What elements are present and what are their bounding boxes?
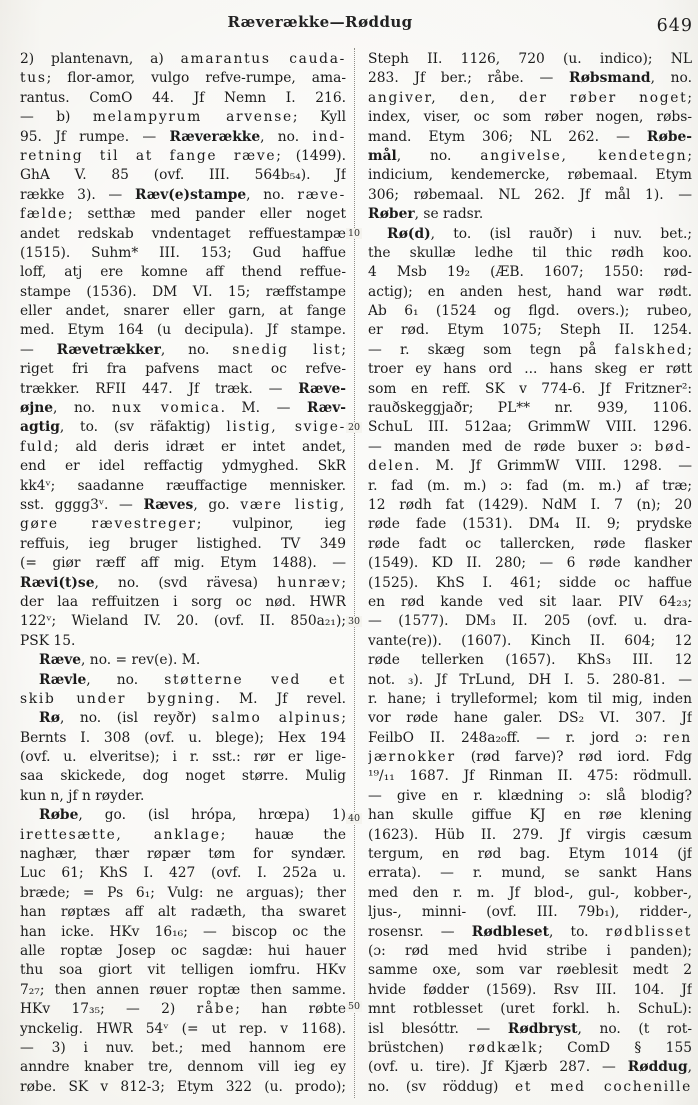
headword-bold-text: Rødbleset: [471, 923, 549, 940]
text-line: [368, 535, 692, 554]
body-text: hvide fødder (1569). Rsv III. 104. Jf: [368, 981, 692, 998]
text-line: [20, 166, 346, 185]
body-text: vor røde hane galer. DS₂ VI. 307. Jf: [368, 710, 692, 727]
body-text: Luc 61; KhS I. 427 (ovf. I. 252a u.: [20, 865, 346, 882]
body-text: anndre knaber tre, dennom vill ieg ey: [20, 1059, 346, 1076]
text-line: [368, 69, 692, 88]
headword-bold-text: Røbsmand: [569, 70, 651, 87]
body-text: ; ComD § 155: [538, 1039, 692, 1056]
text-line: [368, 1058, 692, 1077]
body-text: ; flor-amor, vulgo refve-rumpe, ama-: [46, 70, 346, 87]
text-line: [20, 1039, 346, 1058]
gutter-line-number: 10: [347, 228, 361, 239]
text-line: [20, 942, 346, 961]
text-line: [20, 884, 346, 903]
body-text: Bernts I. 308 (ovf. u. blege); Hex 194: [20, 729, 346, 746]
body-text: jærnokker: [368, 749, 456, 766]
body-text: alle roptæ Josep oc sagdæ: hui hauer: [20, 942, 346, 959]
headword-bold-text: Ræve-: [298, 380, 346, 397]
body-text: ; han røbte: [235, 1001, 346, 1018]
text-line: [368, 729, 692, 748]
body-text: , no. (isl reyðr): [59, 710, 212, 727]
text-line: [368, 438, 692, 457]
text-line: [368, 748, 692, 767]
body-text: actig); en anden hest, hand war rødt.: [368, 283, 692, 300]
text-line: [368, 263, 692, 282]
text-line: [368, 923, 692, 942]
body-text: ; ald deris idræt er intet andet,: [54, 438, 346, 455]
text-line: [368, 1020, 692, 1039]
body-text: (1549). KD II. 280; — 6 røde kandher: [368, 555, 692, 572]
body-text: ind-: [312, 128, 346, 145]
body-text: han røptæs aff alt radæth, tha swaret: [20, 904, 346, 921]
text-line: [368, 554, 692, 573]
body-text: der laa reffuitzen i sorg oc nød. HWR: [20, 593, 346, 610]
text-line: [20, 903, 346, 922]
text-line: [368, 690, 692, 709]
headword-bold-text: Røbe-: [646, 128, 692, 145]
body-text: som en reff. SK v 774-6. Jf Fritzner²:: [368, 380, 692, 397]
running-title: Ræverække—Røddug: [227, 13, 413, 31]
gutter-line-number: 20: [347, 422, 361, 433]
headword-bold-text: Ræverække: [169, 128, 261, 145]
text-line: [368, 477, 692, 496]
text-line: [368, 341, 692, 360]
body-text: række 3). —: [20, 186, 135, 203]
body-text: , to. (isl rauðr) i nuv. bet.;: [430, 225, 692, 242]
text-line: [20, 1000, 346, 1019]
text-line: [20, 438, 346, 457]
body-text: stampe (1536). DM VI. 15; ræffstampe: [20, 283, 346, 300]
body-text: eller andet, snarer eller garn, at fange: [20, 303, 346, 320]
headword-bold-text: Røbe: [39, 807, 79, 824]
body-text: (1525). KhS I. 461; sidde oc haffue: [368, 574, 692, 591]
body-text: 283. Jf ber.; råbe. —: [368, 70, 569, 87]
text-line: [368, 884, 692, 903]
body-text: hunræv: [277, 574, 342, 591]
body-text: (rød farve)? rød iord. Fdg: [455, 749, 692, 766]
body-text: et med cochenille: [515, 1078, 692, 1095]
gutter-line-number: 50: [347, 1001, 361, 1012]
body-text: Ab 6₁ (1524 og flgd. overs.); rubeo,: [368, 303, 692, 320]
text-line: [20, 690, 346, 709]
text-line: [368, 283, 692, 302]
text-line: [368, 612, 692, 631]
body-text: rantus. ComO 44. Jf Nemn I. 216.: [20, 89, 346, 106]
body-text: errata). — r. mund, se sankt Hans: [368, 865, 692, 882]
text-line: [20, 128, 346, 147]
body-text: ;: [687, 89, 692, 106]
text-line: [368, 806, 692, 825]
body-text: (ɔ: rød med hvid stribe i panden);: [368, 942, 692, 959]
text-line: [20, 593, 346, 612]
body-text: , se radsr.: [414, 206, 484, 223]
body-text: ;: [687, 341, 692, 358]
text-line: [368, 302, 692, 321]
text-line: [368, 903, 692, 922]
body-text: (1515). Suhm* III. 153; Gud haffue: [20, 244, 346, 261]
body-text: , no. (svd rävesa): [94, 574, 278, 591]
text-line: [368, 671, 692, 690]
body-text: — give en r. klædning ɔ: slå blodig?: [368, 787, 692, 804]
text-line: [368, 787, 692, 806]
text-line: [368, 1000, 692, 1019]
text-line: [20, 225, 346, 244]
text-line: [20, 981, 346, 1000]
body-text: ;: [687, 147, 692, 164]
body-text: en rød kande ved sit laar. PIV 64₂₃;: [368, 593, 692, 610]
gutter-line-number: 30: [347, 616, 361, 627]
text-line: [368, 574, 692, 593]
text-line: [20, 69, 346, 88]
body-text: ljus-, minni- (ovf. III. 79b₁), ridder-,: [368, 904, 692, 921]
body-text: falskhed: [614, 341, 688, 358]
text-line: [368, 1078, 692, 1097]
body-text: ; (1499).: [276, 147, 346, 164]
body-text: rauðskeggjaðr; PL** nr. 939, 1106.: [368, 400, 692, 417]
body-text: angiver, den, der røber noget: [368, 89, 688, 106]
body-text: han skulle giffue KJ en røe klening: [368, 807, 692, 824]
body-text: røde tellerken (1657). KhS₃ III. 12: [368, 652, 692, 669]
body-text: ;: [341, 341, 346, 358]
body-text: GhA V. 85 (ovf. III. 564b₅₄). Jf: [20, 167, 346, 184]
text-line: [20, 418, 346, 437]
text-line: [368, 399, 692, 418]
text-line: [368, 767, 692, 786]
text-line: [20, 283, 346, 302]
text-line: [368, 845, 692, 864]
text-line: [368, 942, 692, 961]
body-text: bød-: [654, 438, 692, 455]
body-text: listig, svige-: [226, 419, 346, 436]
body-text: retning til at fange ræve: [20, 147, 277, 164]
body-text: index, viser, oc som røber nogen, røbs-: [368, 109, 692, 126]
text-line: [20, 671, 346, 690]
body-text: riget fri fra pafvens mact oc refve-: [20, 361, 346, 378]
text-line: [20, 961, 346, 980]
body-text: delen: [368, 458, 415, 475]
gutter-line-number: 40: [347, 813, 361, 824]
text-line: [20, 399, 346, 418]
body-text: ren: [663, 729, 692, 746]
text-line: [368, 418, 692, 437]
body-text: skib under bygning: [20, 690, 216, 707]
body-text: brüstchen): [368, 1039, 469, 1056]
text-line: [368, 380, 692, 399]
body-text: , go.: [193, 496, 241, 513]
left-text-column: [20, 50, 346, 1097]
text-line: [368, 981, 692, 1000]
text-line: [368, 128, 692, 147]
text-line: [20, 321, 346, 340]
headword-bold-text: Rævle: [39, 671, 87, 688]
text-line: [20, 477, 346, 496]
body-text: kun n, jf n røyder.: [20, 787, 145, 804]
body-text: SchuL III. 512aa; GrimmW VIII. 1296.: [368, 419, 692, 436]
body-text: irettesætte, anklage: [20, 826, 221, 843]
body-text: Steph II. 1126, 720 (u. indico); NL: [368, 51, 692, 67]
text-line: [368, 50, 692, 69]
text-line: [368, 166, 692, 185]
text-line: [20, 787, 346, 806]
headword-bold-text: Ræves: [143, 496, 194, 513]
text-line: [368, 515, 692, 534]
body-text: rødkælk: [468, 1039, 539, 1056]
body-text: fælde: [20, 206, 68, 223]
text-line: [368, 496, 692, 515]
text-line: [20, 244, 346, 263]
text-line: [20, 50, 346, 69]
body-text: , to.: [548, 923, 606, 940]
body-text: thu soa giort vit telligen iomfru. HKv: [20, 962, 346, 979]
text-line: [20, 186, 346, 205]
right-text-column: [368, 50, 692, 1097]
body-text: 122ᵛ; Wieland IV. 20. (ovf. II. 850a₂₁);: [20, 613, 346, 630]
page-number: 649: [656, 16, 693, 36]
headword-bold-text: mål: [368, 147, 397, 164]
text-line: [20, 612, 346, 631]
body-text: vante(re)). (1607). Kinch II. 604; 12: [368, 632, 692, 649]
body-text: , no.: [246, 186, 298, 203]
body-text: bræde; = Ps 6₁; Vulg: ne arguas); ther: [20, 884, 346, 901]
body-text: , no.: [53, 400, 112, 417]
body-text: — b): [20, 109, 93, 126]
body-text: , no. = rev(e). M.: [81, 652, 201, 669]
body-text: , no.: [160, 341, 233, 358]
body-text: no. (sv röddug): [368, 1078, 516, 1095]
text-line: [20, 360, 346, 379]
body-text: —: [20, 341, 57, 358]
body-text: fuld: [20, 438, 55, 455]
body-text: med den r. m. Jf blod-, gul-, kobber-,: [368, 884, 692, 901]
text-line: [20, 1020, 346, 1039]
text-line: [20, 89, 346, 108]
body-text: røbe. SK v 812-3; Etym 322 (u. prodo);: [20, 1078, 346, 1095]
body-text: ; hauæ the: [220, 826, 346, 843]
text-line: [368, 826, 692, 845]
body-text: 306; røbemaal. NL 262. Jf mål 1). —: [368, 186, 692, 203]
text-line: [20, 496, 346, 515]
text-line: [20, 709, 346, 728]
text-line: [368, 709, 692, 728]
text-line: [368, 961, 692, 980]
body-text: mnt rotblesset (uret forkl. h. SchuL):: [368, 1001, 692, 1018]
body-text: , no.: [86, 671, 165, 688]
text-line: [368, 89, 692, 108]
body-text: snedig list: [232, 341, 342, 358]
body-text: sst. gggg3ᵛ. —: [20, 496, 144, 513]
body-text: trækker. RFII 447. Jf træk. —: [20, 380, 299, 397]
body-text: tergum, en rød bag. Etym 1014 (jf: [368, 846, 692, 863]
body-text: tus: [20, 70, 47, 87]
headword-bold-text: Rødbryst: [507, 1020, 578, 1037]
text-line: [368, 205, 692, 224]
body-text: kk4ᵛ; saadanne ræuffactige mennisker.: [20, 477, 346, 494]
text-line: [20, 535, 346, 554]
headword-bold-text: Ræve: [39, 652, 82, 669]
column-divider-rule: [354, 48, 355, 1098]
text-line: [368, 864, 692, 883]
headword-bold-text: Rævi(t)se: [20, 574, 95, 591]
body-text: angivelse, kendetegn: [480, 147, 688, 164]
body-text: end er idel reffactig ydmyghed. SkR: [20, 458, 346, 475]
body-text: støtterne ved et: [164, 671, 346, 688]
headword-bold-text: Ræv(e)stampe: [134, 186, 247, 203]
body-text: , no.: [650, 70, 692, 87]
body-text: reffuis, ieg bruger listighed. TV 349: [20, 535, 346, 552]
body-text: saa skickede, dog noget større. Mulig: [20, 768, 346, 785]
text-line: [20, 515, 346, 534]
body-text: indicium, kendemercke, røbemaal. Etym: [368, 167, 692, 184]
body-text: , no.: [396, 147, 481, 164]
body-text: ; setthæ med pander eller noget: [67, 206, 346, 223]
body-text: 95. Jf rumpe. —: [20, 128, 170, 145]
text-line: [20, 729, 346, 748]
body-text: troer ey hans ord ... hans skeg er røtt: [368, 361, 692, 378]
body-text: — manden med de røde buxer ɔ:: [368, 438, 655, 455]
body-text: røde fadt oc tallercken, røde flasker: [368, 535, 692, 552]
body-text: . M. Jf GrimmW VIII. 1298. —: [414, 458, 692, 475]
body-text: ,: [687, 1059, 692, 1076]
text-line: [368, 632, 692, 651]
body-text: (= giør ræff aff mig. Etym 1488). —: [20, 555, 346, 572]
body-text: HKv 17₃₅; — 2): [20, 1001, 197, 1018]
text-line: [368, 108, 692, 127]
body-text: rosensr. —: [368, 923, 472, 940]
headword-bold-text: Ræv-: [307, 400, 346, 417]
body-text: mand. Etym 306; NL 262. —: [368, 128, 647, 145]
body-text: r. hane; i trylleformel; kom til mig, inden: [368, 690, 692, 707]
body-text: samme oxe, som var røeblesit medt 2: [368, 962, 692, 979]
body-text: FeilbO II. 248a₂₀ff. — r. jord ɔ:: [368, 729, 664, 746]
text-line: [20, 748, 346, 767]
body-text: råbe: [196, 1001, 236, 1018]
body-text: med. Etym 164 (u decipula). Jf stampe.: [20, 322, 346, 339]
text-line: [20, 1058, 346, 1077]
text-line: [20, 147, 346, 166]
text-line: [20, 864, 346, 883]
body-text: , no. (t rot-: [577, 1020, 692, 1037]
text-line: [20, 845, 346, 864]
body-text: ; vulpinor, ieg: [196, 516, 346, 533]
text-line: [20, 380, 346, 399]
body-text: (1623). Hüb II. 279. Jf virgis cæsum: [368, 826, 692, 843]
text-line: [368, 225, 692, 244]
body-text: salmo alpinus: [211, 710, 342, 727]
body-text: (ovf. u. tire). Jf Kjærb 287. —: [368, 1059, 628, 1076]
body-text: loff, atj ere komne aff thend reffue-: [20, 264, 346, 281]
headword-bold-text: Røber: [368, 206, 415, 223]
body-text: . M. Jf revel.: [215, 690, 346, 707]
body-text: være listig,: [240, 496, 346, 513]
body-text: amarantus cauda-: [180, 51, 346, 67]
text-line: [20, 457, 346, 476]
text-line: [368, 457, 692, 476]
text-line: [368, 244, 692, 263]
text-line: [368, 1039, 692, 1058]
text-line: [368, 186, 692, 205]
text-line: [20, 574, 346, 593]
body-text: — (1577). DM₃ II. 205 (ovf. u. dra-: [368, 613, 692, 630]
body-text: 2) plantenavn, a): [20, 51, 181, 67]
text-line: [20, 767, 346, 786]
body-text: , go. (isl hrópa, hrœpa) 1): [78, 807, 346, 824]
body-text: naghær, thær røpær tøm for syndær.: [20, 846, 346, 863]
body-text: melampyrum arvense: [92, 109, 293, 126]
headword-bold-text: agtig: [20, 419, 60, 436]
body-text: ræve-: [297, 186, 346, 203]
text-line: [20, 923, 346, 942]
body-text: andet redskab vndentaget reffuestampæ: [20, 225, 346, 242]
body-text: r. fad (m. m.) ɔ: fad (m. m.) af træ;: [368, 477, 692, 494]
body-text: the skullæ ledhe til thic rødh koo.: [368, 244, 692, 261]
text-line: [368, 593, 692, 612]
body-text: ynckelig. HWR 54ᵛ (= ut rep. v 1168).: [20, 1020, 346, 1037]
text-line: [20, 806, 346, 825]
body-text: , no.: [260, 128, 313, 145]
text-line: [368, 321, 692, 340]
text-line: [20, 302, 346, 321]
body-text: han icke. HKv 16₁₆; — biscop oc the: [20, 923, 346, 940]
text-line: [20, 826, 346, 845]
text-line: [20, 341, 346, 360]
text-line: [20, 263, 346, 282]
body-text: — r. skæg som tegn på: [368, 341, 615, 358]
body-text: , to. (sv räfaktig): [59, 419, 227, 436]
body-text: (ovf. u. elveritse); i r. sst.: rør er lige-: [20, 749, 346, 766]
body-text: 7₂₇; then annen røuer roptæ then samme.: [20, 981, 346, 998]
body-text: gøre rævestreger: [20, 516, 197, 533]
text-line: [20, 1078, 346, 1097]
body-text: nux vomica: [111, 400, 221, 417]
text-line: [20, 108, 346, 127]
headword-bold-text: Rø: [39, 710, 60, 727]
body-text: PSK 15.: [20, 632, 76, 649]
text-line: [20, 205, 346, 224]
body-text: isl blesóttr. —: [368, 1020, 508, 1037]
text-line: [20, 554, 346, 573]
text-line: [368, 651, 692, 670]
body-text: not. ₃). Jf TrLund, DH I. 5. 280-81. —: [368, 671, 692, 688]
body-text: ;: [341, 710, 346, 727]
body-text: er rød. Etym 1075; Steph II. 1254.: [368, 322, 692, 339]
body-text: . M. —: [220, 400, 308, 417]
body-text: 12 rødh fat (1429). NdM I. 7 (n); 20: [368, 496, 692, 513]
body-text: 4 Msb 19₂ (ÆB. 1607; 1550: rød-: [368, 264, 692, 281]
headword-bold-text: Røddug: [627, 1059, 688, 1076]
body-text: ¹⁹/₁₁ 1687. Jf Rinman II. 475: rödmull.: [368, 768, 692, 785]
body-text: ; Kyll: [292, 109, 346, 126]
headword-bold-text: Rævetrækker: [56, 341, 161, 358]
text-line: [368, 147, 692, 166]
body-text: røde fade (1531). DM₄ II. 9; prydske: [368, 516, 692, 533]
body-text: ;: [341, 574, 346, 591]
text-line: [20, 651, 346, 670]
headword-bold-text: øjne: [20, 400, 54, 417]
headword-bold-text: Rø(d): [387, 225, 431, 242]
text-line: [368, 360, 692, 379]
body-text: — 3) i nuv. bet.; med hannom ere: [20, 1039, 346, 1056]
body-text: rødblisset: [605, 923, 692, 940]
text-line: [20, 632, 346, 651]
